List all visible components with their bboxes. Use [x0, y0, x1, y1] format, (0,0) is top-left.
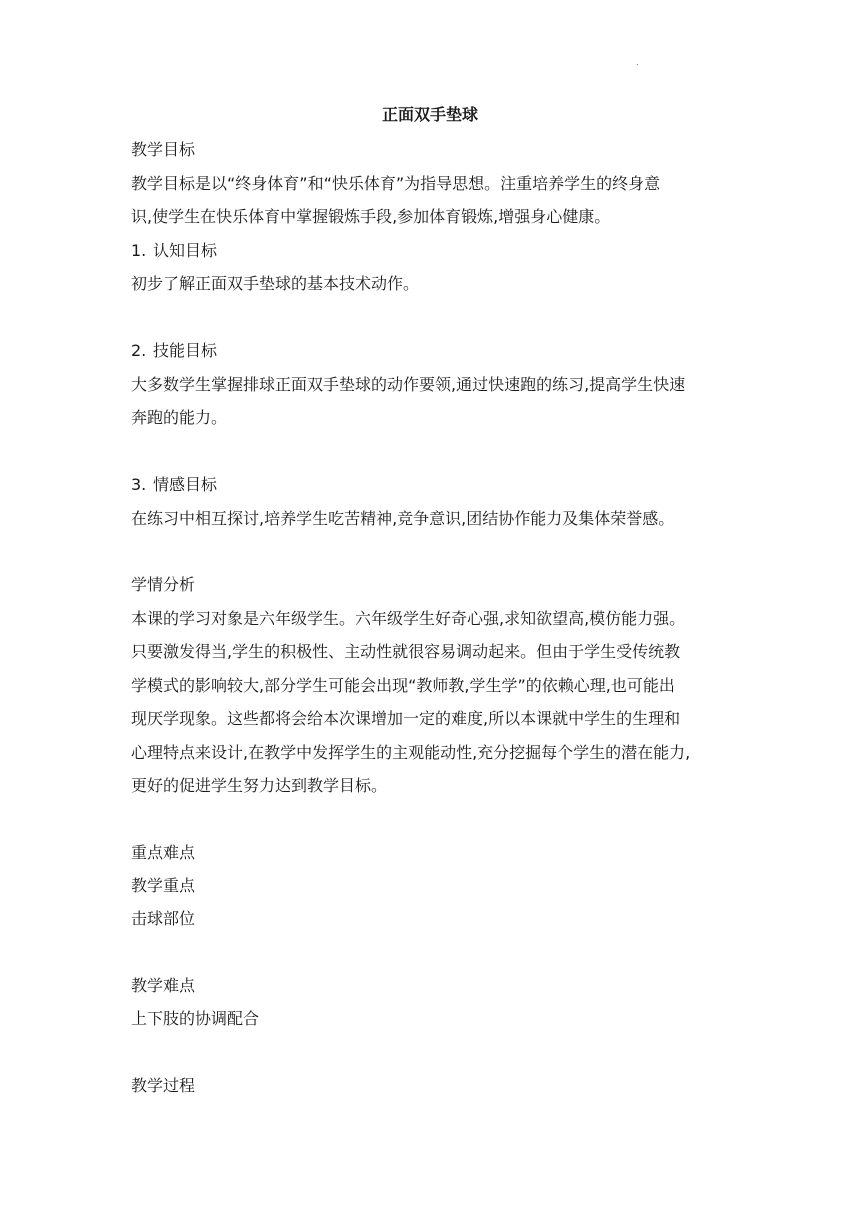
analysis-line5: 心理特点来设计,在教学中发挥学生的主观能动性,充分挖掘每个学生的潜在能力,	[131, 743, 691, 762]
page-mark: .	[636, 58, 639, 67]
analysis-line3: 学模式的影响较大,部分学生可能会出现“教师教,学生学”的依赖心理,也可能出	[131, 676, 675, 695]
analysis-heading: 学情分析	[131, 575, 196, 594]
goal1-heading: 认知目标	[153, 241, 218, 260]
goal1-number: 1.	[131, 241, 147, 260]
teaching-goal-text-line2: 识,使学生在快乐体育中掌握锻炼手段,参加体育锻炼,增强身心健康。	[131, 207, 611, 226]
teaching-goal-heading: 教学目标	[131, 140, 196, 159]
goal1-heading-line	[131, 240, 217, 262]
goal3-number: 3.	[131, 475, 147, 494]
analysis-line4: 现厌学现象。这些都将会给本次课增加一定的难度,所以本课就中学生的生理和	[131, 709, 681, 728]
analysis-line2: 只要激发得当,学生的积极性、主动性就很容易调动起来。但由于学生受传统教	[131, 642, 681, 661]
difficulty-heading: 教学难点	[131, 976, 196, 995]
difficulty-text: 上下肢的协调配合	[131, 1009, 260, 1028]
goal2-text-line2: 奔跑的能力。	[131, 408, 228, 427]
goal3-heading-line	[131, 474, 217, 496]
goal2-number: 2.	[131, 341, 147, 360]
goal2-text-line1: 大多数学生掌握排球正面双手垫球的动作要领,通过快速跑的练习,提高学生快速	[131, 375, 686, 394]
goal2-heading-line	[131, 340, 217, 362]
teaching-goal-text-line1: 教学目标是以“终身体育”和“快乐体育”为指导思想。注重培养学生的终身意	[131, 174, 661, 193]
analysis-line1: 本课的学习对象是六年级学生。六年级学生好奇心强,求知欲望高,模仿能力强。	[131, 609, 686, 628]
goal2-heading: 技能目标	[153, 341, 218, 360]
goal3-heading: 情感目标	[153, 475, 218, 494]
goal1-text: 初步了解正面双手垫球的基本技术动作。	[131, 274, 420, 293]
goal3-text: 在练习中相互探讨,培养学生吃苦精神,竞争意识,团结协作能力及集体荣誉感。	[131, 509, 675, 528]
key-points-heading: 重点难点	[131, 843, 196, 862]
focus-heading: 教学重点	[131, 876, 196, 895]
focus-text: 击球部位	[131, 909, 196, 928]
analysis-line6: 更好的促进学生努力达到教学目标。	[131, 776, 388, 795]
process-heading: 教学过程	[131, 1076, 196, 1095]
document-title: 正面双手垫球	[381, 105, 478, 124]
